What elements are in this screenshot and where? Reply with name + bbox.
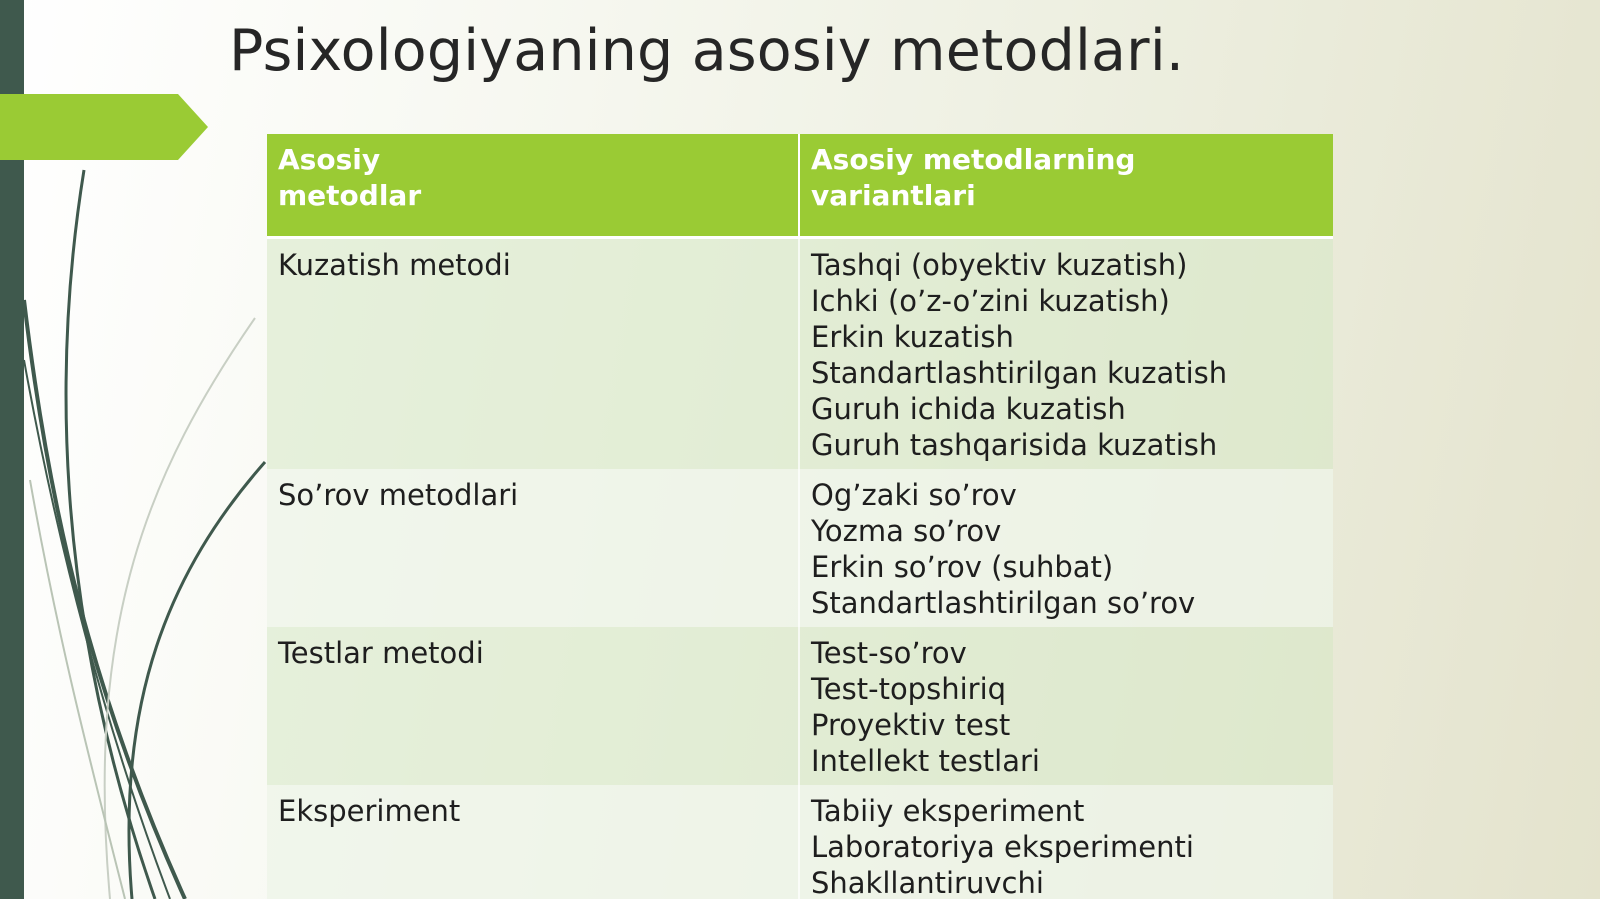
table-row <box>267 469 1333 627</box>
variant-item: Og’zaki so’rov <box>811 478 1017 512</box>
header-cell-variants <box>799 134 1333 238</box>
header-text-line: metodlar <box>278 179 422 212</box>
variant-item: Erkin kuzatish <box>811 320 1014 354</box>
method-cell: Testlar metodi <box>267 627 799 785</box>
variants-cell <box>799 238 1333 470</box>
variant-item: Laboratoriya eksperimenti <box>811 830 1194 864</box>
variant-item: Tabiiy eksperiment <box>811 794 1085 828</box>
method-cell: Kuzatish metodi <box>267 238 799 470</box>
variant-item: Intellekt testlari <box>811 744 1040 778</box>
variants-cell <box>799 627 1333 785</box>
variant-item: Standartlashtirilgan so’rov <box>811 586 1196 620</box>
variant-item: Yozma so’rov <box>811 514 1002 548</box>
variant-item: Standartlashtirilgan kuzatish <box>811 356 1228 390</box>
header-text-line: variantlari <box>811 179 976 212</box>
slide-title: Psixologiyaning asosiy metodlari. <box>229 18 1185 84</box>
table-row <box>267 627 1333 785</box>
variant-item: Guruh tashqarisida kuzatish <box>811 428 1218 462</box>
decorative-curves <box>0 0 300 899</box>
variant-item: Ichki (o’z-o’zini kuzatish) <box>811 284 1170 318</box>
variant-item: Test-topshiriq <box>811 672 1007 706</box>
header-text-line: Asosiy <box>278 143 381 176</box>
variant-item: Shakllantiruvchi <box>811 866 1044 899</box>
methods-table-container <box>267 134 1333 899</box>
variant-item: Guruh ichida kuzatish <box>811 392 1126 426</box>
variants-cell <box>799 785 1333 899</box>
variant-item: Proyektiv test <box>811 708 1011 742</box>
methods-table <box>267 134 1333 899</box>
method-cell: Eksperiment <box>267 785 799 899</box>
variants-cell <box>799 469 1333 627</box>
table-header-row <box>267 134 1333 238</box>
variant-item: Erkin so’rov (suhbat) <box>811 550 1114 584</box>
header-text-line: Asosiy metodlarning <box>811 143 1136 176</box>
variant-item: Test-so’rov <box>811 636 967 670</box>
method-cell: So’rov metodlari <box>267 469 799 627</box>
header-cell-methods <box>267 134 799 238</box>
table-row <box>267 785 1333 899</box>
table-row <box>267 238 1333 470</box>
variant-item: Tashqi (obyektiv kuzatish) <box>811 248 1188 282</box>
